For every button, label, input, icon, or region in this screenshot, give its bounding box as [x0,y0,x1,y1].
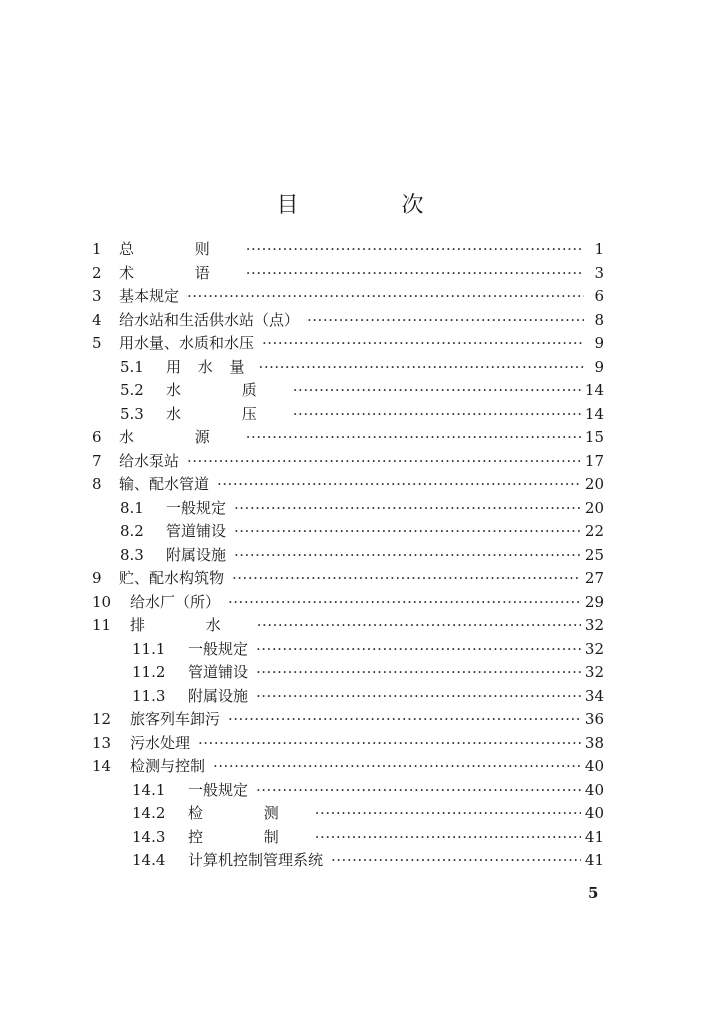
toc-entry-title: 控 制 [188,827,307,846]
toc-entry [92,238,604,262]
toc-entry [92,567,604,591]
toc-entry-page: 32 [584,663,604,681]
toc-entry-number: 14 [92,757,112,775]
toc-entry [92,802,604,826]
toc-entry-page: 8 [594,310,604,329]
toc-entry-number: 14.3 [132,827,166,846]
dot-leader [307,309,584,333]
dot-leader [187,450,581,474]
dot-leader [259,356,584,380]
toc-entry-title: 贮、配水构筑物 [119,569,225,587]
dot-leader [187,285,584,309]
toc-entry-title: 总 则 [119,240,238,258]
toc-entry-title: 水 源 [119,428,238,446]
dot-leader [232,567,581,591]
toc-entry-title: 基本规定 [119,287,180,305]
dot-leader [234,520,581,544]
dot-leader [234,544,581,568]
toc-entry-number: 8.1 [120,498,144,517]
toc-entry-page: 14 [584,404,604,423]
toc-entry-number: 12 [92,710,112,728]
toc-entry-number: 13 [92,733,112,752]
toc-entry-page: 25 [584,545,604,564]
dot-leader [256,638,581,662]
dot-leader [213,755,581,779]
toc-entry-page: 22 [584,522,604,540]
dot-leader [315,802,581,826]
toc-entry-page: 14 [584,381,604,399]
toc-entry-number: 10 [92,592,112,611]
toc-entry-page: 32 [584,639,604,658]
toc-entry-title: 给水泵站 [119,451,180,470]
dot-leader [246,262,584,286]
toc-entry-title: 排 水 [130,616,249,634]
toc-entry-title: 检 测 [188,804,307,822]
toc-entry-title: 附属设施 [166,545,227,564]
toc-entry-page: 40 [584,757,604,775]
toc-entry-number: 14.4 [132,851,166,869]
toc-entry [92,661,604,685]
toc-entry-title: 计算机控制管理系统 [188,851,324,869]
toc-entry-title: 用 水 量 [166,357,251,376]
toc-entry-title: 给水厂（所） [130,592,221,611]
toc-entry [92,356,604,380]
toc-entry-number: 14.1 [132,780,166,799]
toc-entry [92,520,604,544]
toc-entry-number: 5.1 [120,357,144,376]
toc-entry [92,544,604,568]
toc-entry [92,309,604,333]
page-title: 目 次 [276,193,472,218]
dot-leader [256,685,581,709]
toc-entry-number: 14.2 [132,804,166,822]
toc-entry [92,379,604,403]
toc-entry-title: 附属设施 [188,686,249,705]
dot-leader [256,661,581,685]
toc-entry-page: 38 [584,733,604,752]
dot-leader [228,591,581,615]
toc-entry [92,591,604,615]
toc-entry-page: 9 [594,357,604,376]
toc-entry-title: 旅客列车卸污 [130,710,221,728]
toc-entry [92,779,604,803]
toc-entry [92,285,604,309]
toc-entry-page: 9 [594,334,604,352]
toc-entry [92,262,604,286]
toc-entry-page: 15 [584,428,604,446]
toc-entry-number: 11.3 [132,686,166,705]
toc-entry-title: 管道铺设 [166,522,227,540]
toc-entry-title: 用水量、水质和水压 [119,334,255,352]
table-of-contents [92,238,604,873]
dot-leader [293,403,581,427]
toc-entry [92,755,604,779]
toc-entry-number: 11.1 [132,639,166,658]
toc-entry-number: 8.3 [120,545,144,564]
toc-entry-title: 术 语 [119,263,238,282]
toc-entry-number: 1 [92,240,102,258]
dot-leader [234,497,581,521]
toc-entry [92,614,604,638]
toc-entry-number: 7 [92,451,102,470]
toc-entry [92,732,604,756]
toc-entry-number: 5.2 [120,381,144,399]
toc-entry-title: 一般规定 [188,780,249,799]
toc-entry [92,849,604,873]
toc-entry-page: 29 [584,592,604,611]
toc-entry-page: 32 [584,616,604,634]
toc-entry-title: 水 质 [166,381,285,399]
toc-entry-number: 8.2 [120,522,144,540]
toc-entry [92,473,604,497]
dot-leader [293,379,581,403]
toc-entry-page: 1 [594,240,604,258]
dot-leader [257,614,581,638]
toc-entry-title: 管道铺设 [188,663,249,681]
toc-entry-page: 17 [584,451,604,470]
dot-leader [246,426,581,450]
toc-entry-number: 9 [92,569,102,587]
toc-entry-title: 一般规定 [166,498,227,517]
dot-leader [262,332,584,356]
toc-entry [92,638,604,662]
toc-entry-page: 40 [584,780,604,799]
toc-entry-number: 5.3 [120,404,144,423]
toc-entry-title: 污水处理 [130,733,191,752]
toc-entry [92,826,604,850]
toc-entry-number: 8 [92,475,102,493]
dot-leader [217,473,581,497]
toc-entry-page: 40 [584,804,604,822]
toc-entry [92,708,604,732]
toc-entry-title: 一般规定 [188,639,249,658]
toc-entry [92,450,604,474]
dot-leader [246,238,584,262]
toc-entry-page: 41 [584,827,604,846]
toc-entry-number: 4 [92,310,102,329]
toc-entry-number: 3 [92,287,102,305]
toc-entry-title: 输、配水管道 [119,475,210,493]
toc-entry-page: 27 [584,569,604,587]
dot-leader [256,779,581,803]
toc-entry-number: 5 [92,334,102,352]
toc-entry-title: 给水站和生活供水站（点） [119,310,300,329]
toc-entry [92,403,604,427]
toc-entry-page: 36 [584,710,604,728]
toc-entry-title: 检测与控制 [130,757,206,775]
toc-entry-page: 41 [584,851,604,869]
toc-entry-title: 水 压 [166,404,285,423]
toc-entry [92,685,604,709]
toc-entry-number: 2 [92,263,102,282]
toc-entry-page: 6 [594,287,604,305]
toc-entry [92,497,604,521]
page-number: 5 [588,884,599,902]
toc-entry-number: 11 [92,616,112,634]
toc-entry-number: 11.2 [132,663,166,681]
toc-entry [92,332,604,356]
dot-leader [198,732,581,756]
toc-entry-page: 20 [584,475,604,493]
toc-entry [92,426,604,450]
toc-entry-number: 6 [92,428,102,446]
toc-entry-page: 3 [594,263,604,282]
dot-leader [315,826,581,850]
dot-leader [228,708,581,732]
toc-entry-page: 34 [584,686,604,705]
toc-entry-page: 20 [584,498,604,517]
dot-leader [331,849,581,873]
